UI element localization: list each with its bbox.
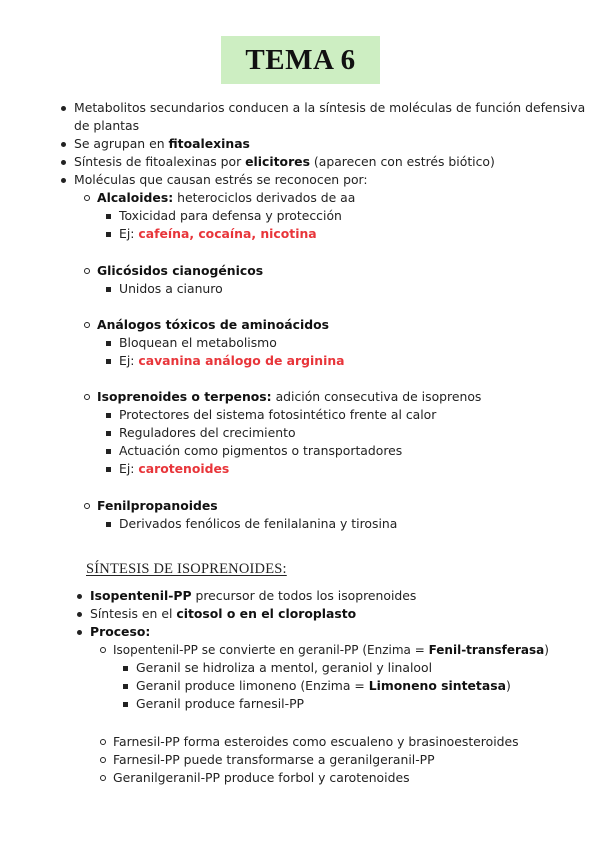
list-item: Geranil produce farnesil-PP bbox=[0, 695, 600, 713]
list-item: Geranil produce limoneno (Enzima = Limoneno sintetasa) bbox=[0, 677, 600, 695]
bullet-square-icon bbox=[106, 359, 111, 364]
bullet-square-icon bbox=[106, 522, 111, 527]
bullet-circle-icon bbox=[100, 757, 106, 763]
list-item: Derivados fenólicos de fenilalanina y tirosina bbox=[0, 515, 600, 533]
bullet-square-icon bbox=[123, 702, 128, 707]
bullet-square-icon bbox=[123, 666, 128, 671]
list-item: Se agrupan en fitoalexinas bbox=[0, 135, 600, 153]
bullet-circle-icon bbox=[100, 775, 106, 781]
fenilpropanoides-item: Fenilpropanoides bbox=[0, 497, 600, 515]
glicosidos-item: Glicósidos cianogénicos bbox=[0, 262, 600, 280]
list-item: Reguladores del crecimiento bbox=[0, 424, 600, 442]
list-item: Isopentenil-PP se convierte en geranil-PP (Enzima = Fenil-transferasa) bbox=[0, 641, 600, 659]
list-item: Geranil se hidroliza a mentol, geraniol y linalool bbox=[0, 659, 600, 677]
list-item: Metabolitos secundarios conducen a la síntesis de moléculas de función defensiva de plantas bbox=[0, 99, 600, 135]
bullet-circle-icon bbox=[84, 503, 90, 509]
analogos-group bbox=[0, 316, 600, 370]
bullet-circle-icon bbox=[100, 739, 106, 745]
bullet-disc-icon bbox=[61, 142, 66, 147]
bullet-disc-icon bbox=[77, 612, 82, 617]
sintesis-list-2 bbox=[0, 733, 600, 787]
list-item: Isopentenil-PP precursor de todos los isoprenoides bbox=[0, 587, 600, 605]
bullet-disc-icon bbox=[77, 630, 82, 635]
list-item: Ej: cavanina análogo de arginina bbox=[0, 352, 600, 370]
list-item: Unidos a cianuro bbox=[0, 280, 600, 298]
list-item: Moléculas que causan estrés se reconocen por: bbox=[0, 171, 600, 189]
bullet-disc-icon bbox=[61, 106, 66, 111]
list-item: Geranilgeranil-PP produce forbol y carotenoides bbox=[0, 769, 600, 787]
bullet-square-icon bbox=[123, 684, 128, 689]
bullet-circle-icon bbox=[84, 394, 90, 400]
list-item: Proceso: bbox=[0, 623, 600, 641]
bullet-square-icon bbox=[106, 467, 111, 472]
bullet-disc-icon bbox=[61, 178, 66, 183]
bullet-square-icon bbox=[106, 232, 111, 237]
list-item: Ej: carotenoides bbox=[0, 460, 600, 478]
bullet-circle-icon bbox=[84, 195, 90, 201]
bullet-circle-icon bbox=[84, 268, 90, 274]
bullet-square-icon bbox=[106, 341, 111, 346]
list-item: Síntesis en el citosol o en el cloroplasto bbox=[0, 605, 600, 623]
bullet-circle-icon bbox=[100, 647, 106, 653]
list-item: Toxicidad para defensa y protección bbox=[0, 207, 600, 225]
list-item: Actuación como pigmentos o transportadores bbox=[0, 442, 600, 460]
list-item: Protectores del sistema fotosintético frente al calor bbox=[0, 406, 600, 424]
page-title: TEMA 6 bbox=[245, 43, 356, 76]
list-item: Ej: cafeína, cocaína, nicotina bbox=[0, 225, 600, 243]
alcaloides-item: Alcaloides: heterociclos derivados de aa bbox=[0, 189, 600, 207]
sintesis-list bbox=[0, 587, 600, 713]
isoprenoides-item: Isoprenoides o terpenos: adición consecutiva de isoprenos bbox=[0, 388, 600, 406]
analogos-item: Análogos tóxicos de aminoácidos bbox=[0, 316, 600, 334]
list-item: Bloquean el metabolismo bbox=[0, 334, 600, 352]
glicosidos-group bbox=[0, 262, 600, 298]
bullet-square-icon bbox=[106, 413, 111, 418]
fenilpropanoides-group bbox=[0, 497, 600, 533]
bullet-disc-icon bbox=[77, 594, 82, 599]
bullet-circle-icon bbox=[84, 322, 90, 328]
bullet-square-icon bbox=[106, 431, 111, 436]
bullet-square-icon bbox=[106, 287, 111, 292]
section-heading: SÍNTESIS DE ISOPRENOIDES: bbox=[86, 561, 287, 577]
list-item: Farnesil-PP puede transformarse a geranilgeranil-PP bbox=[0, 751, 600, 769]
bullet-square-icon bbox=[106, 214, 111, 219]
list-item: Farnesil-PP forma esteroides como escualeno y brasinoesteroides bbox=[0, 733, 600, 751]
isoprenoides-group bbox=[0, 388, 600, 478]
bullet-square-icon bbox=[106, 449, 111, 454]
title-box bbox=[221, 36, 380, 84]
bullet-disc-icon bbox=[61, 160, 66, 165]
list-item: Síntesis de fitoalexinas por elicitores (aparecen con estrés biótico) bbox=[0, 153, 600, 171]
intro-list bbox=[0, 99, 600, 243]
